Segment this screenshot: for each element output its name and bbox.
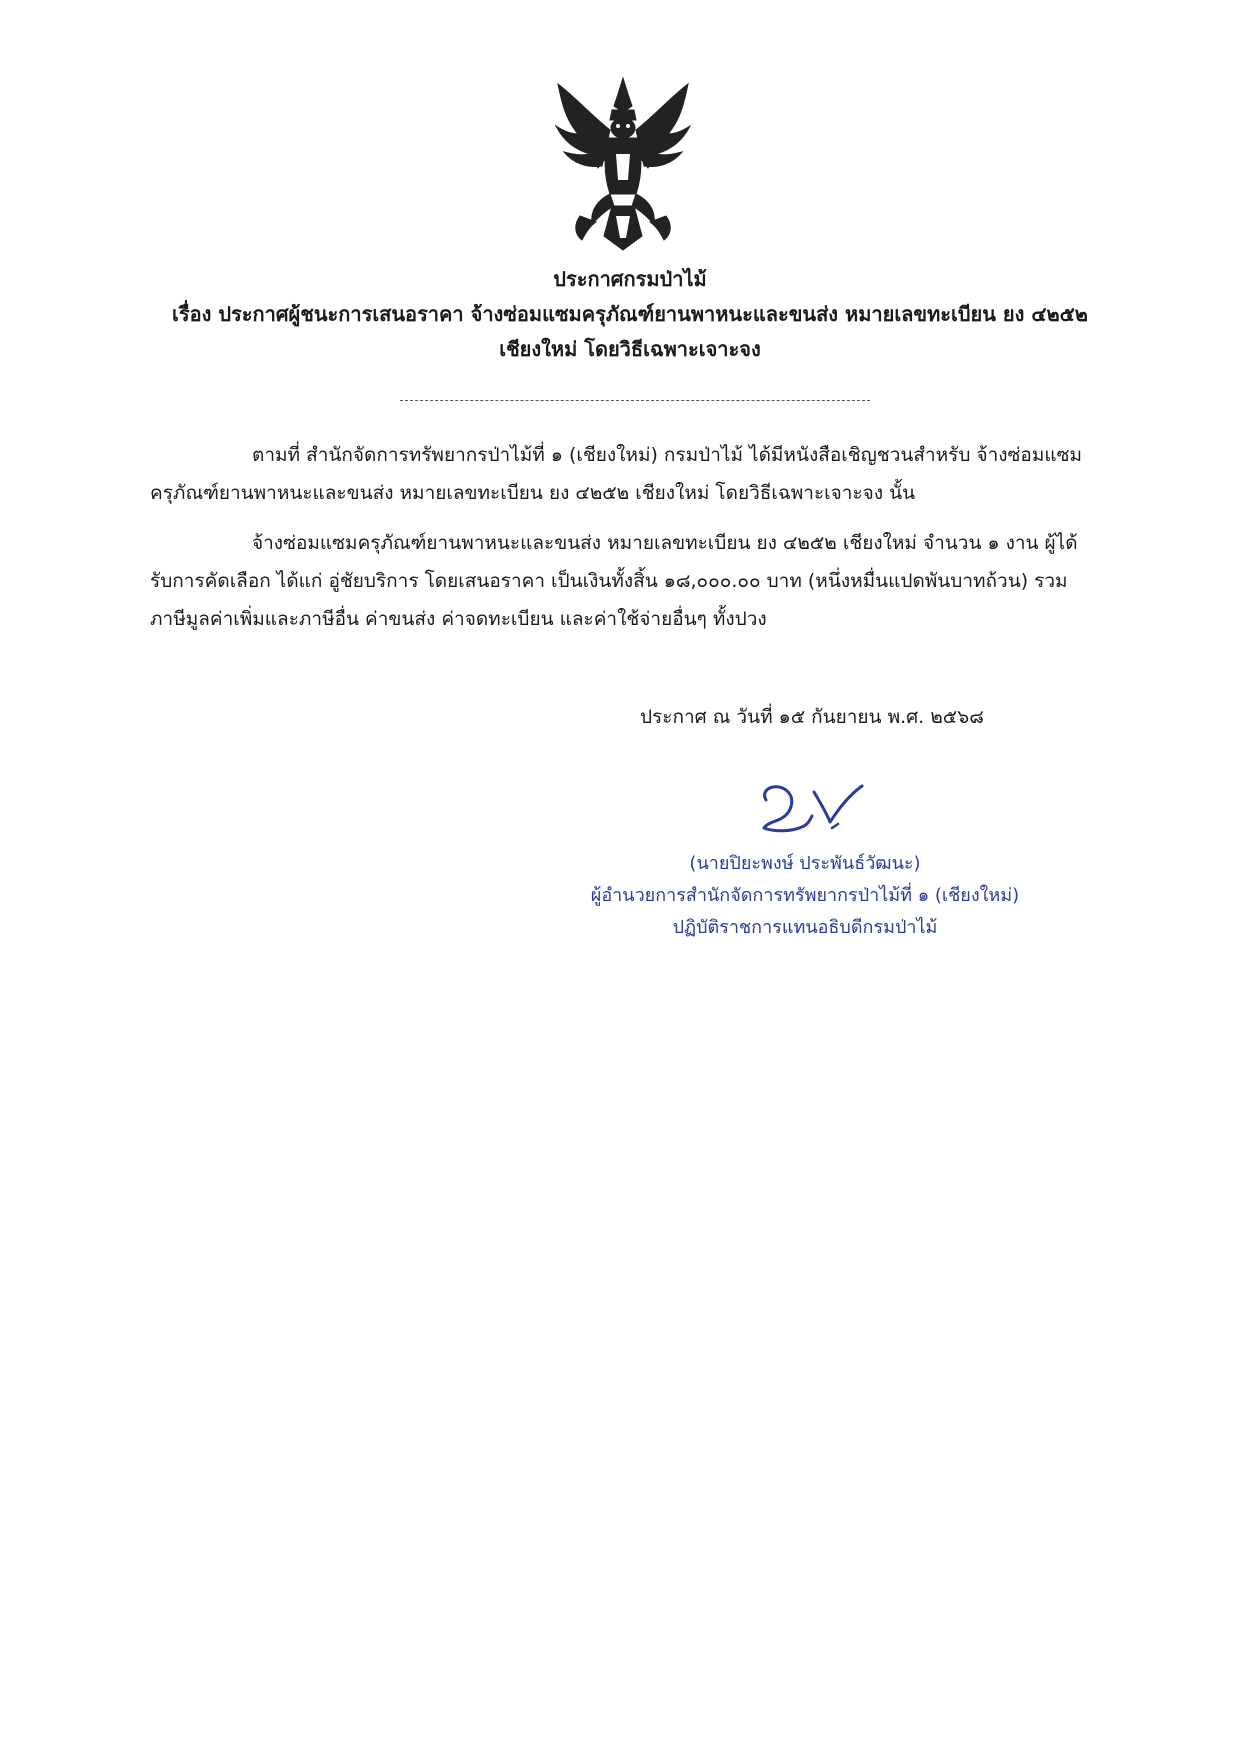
garuda-emblem-icon	[552, 76, 694, 252]
paragraph-line: จ้างซ่อมแซมครุภัณฑ์ยานพาหนะและขนส่ง หมายเลขทะเบียน ยง ๔๒๕๒ เชียงใหม่ จำนวน ๑ งาน ผู้ได้	[252, 532, 1078, 554]
document-title	[140, 262, 1120, 367]
intro-paragraph	[150, 436, 1120, 512]
award-paragraph	[150, 524, 1120, 638]
paragraph-line: ครุภัณฑ์ยานพาหนะและขนส่ง หมายเลขทะเบียน ยง ๔๒๕๒ เชียงใหม่ โดยวิธีเฉพาะเจาะจง นั้น	[150, 482, 916, 504]
signature-icon	[752, 778, 872, 842]
paragraph-line: ภาษีมูลค่าเพิ่มและภาษีอื่น ค่าขนส่ง ค่าจดทะเบียน และค่าใช้จ่ายอื่นๆ ทั้งปวง	[150, 608, 767, 630]
paragraph-line: ตามที่ สำนักจัดการทรัพยากรป่าไม้ที่ ๑ (เชียงใหม่) กรมป่าไม้ ได้มีหนังสือเชิญชวนสำหรับ จ้างซ่อมแซม	[252, 444, 1083, 466]
separator-line	[400, 400, 870, 401]
subject-line-continued: เชียงใหม่ โดยวิธีเฉพาะเจาะจง	[499, 337, 761, 361]
signer-acting-for: ปฏิบัติราชการแทนอธิบดีกรมป่าไม้	[672, 917, 938, 938]
signer-name: (นายปิยะพงษ์ ประพันธ์วัฒนะ)	[689, 853, 921, 874]
paragraph-line: รับการคัดเลือก ได้แก่ อู่ชัยบริการ โดยเสนอราคา เป็นเงินทั้งสิ้น ๑๘,๐๐๐.๐๐ บาท (หนึ่งหมื่นแปดพันบาทถ้วน) รวม	[150, 570, 1068, 592]
signer-block	[560, 848, 1050, 944]
signer-position: ผู้อำนวยการสำนักจัดการทรัพยากรป่าไม้ที่ ๑ (เชียงใหม่)	[590, 885, 1020, 906]
announcement-date: ประกาศ ณ วันที่ ๑๕ กันยายน พ.ศ. ๒๕๖๘	[640, 706, 984, 728]
subject-line: เรื่อง ประกาศผู้ชนะการเสนอราคา จ้างซ่อมแซมครุภัณฑ์ยานพาหนะและขนส่ง หมายเลขทะเบียน ยง ๔๒๕๒	[172, 302, 1088, 326]
agency-title: ประกาศกรมป่าไม้	[553, 267, 707, 291]
